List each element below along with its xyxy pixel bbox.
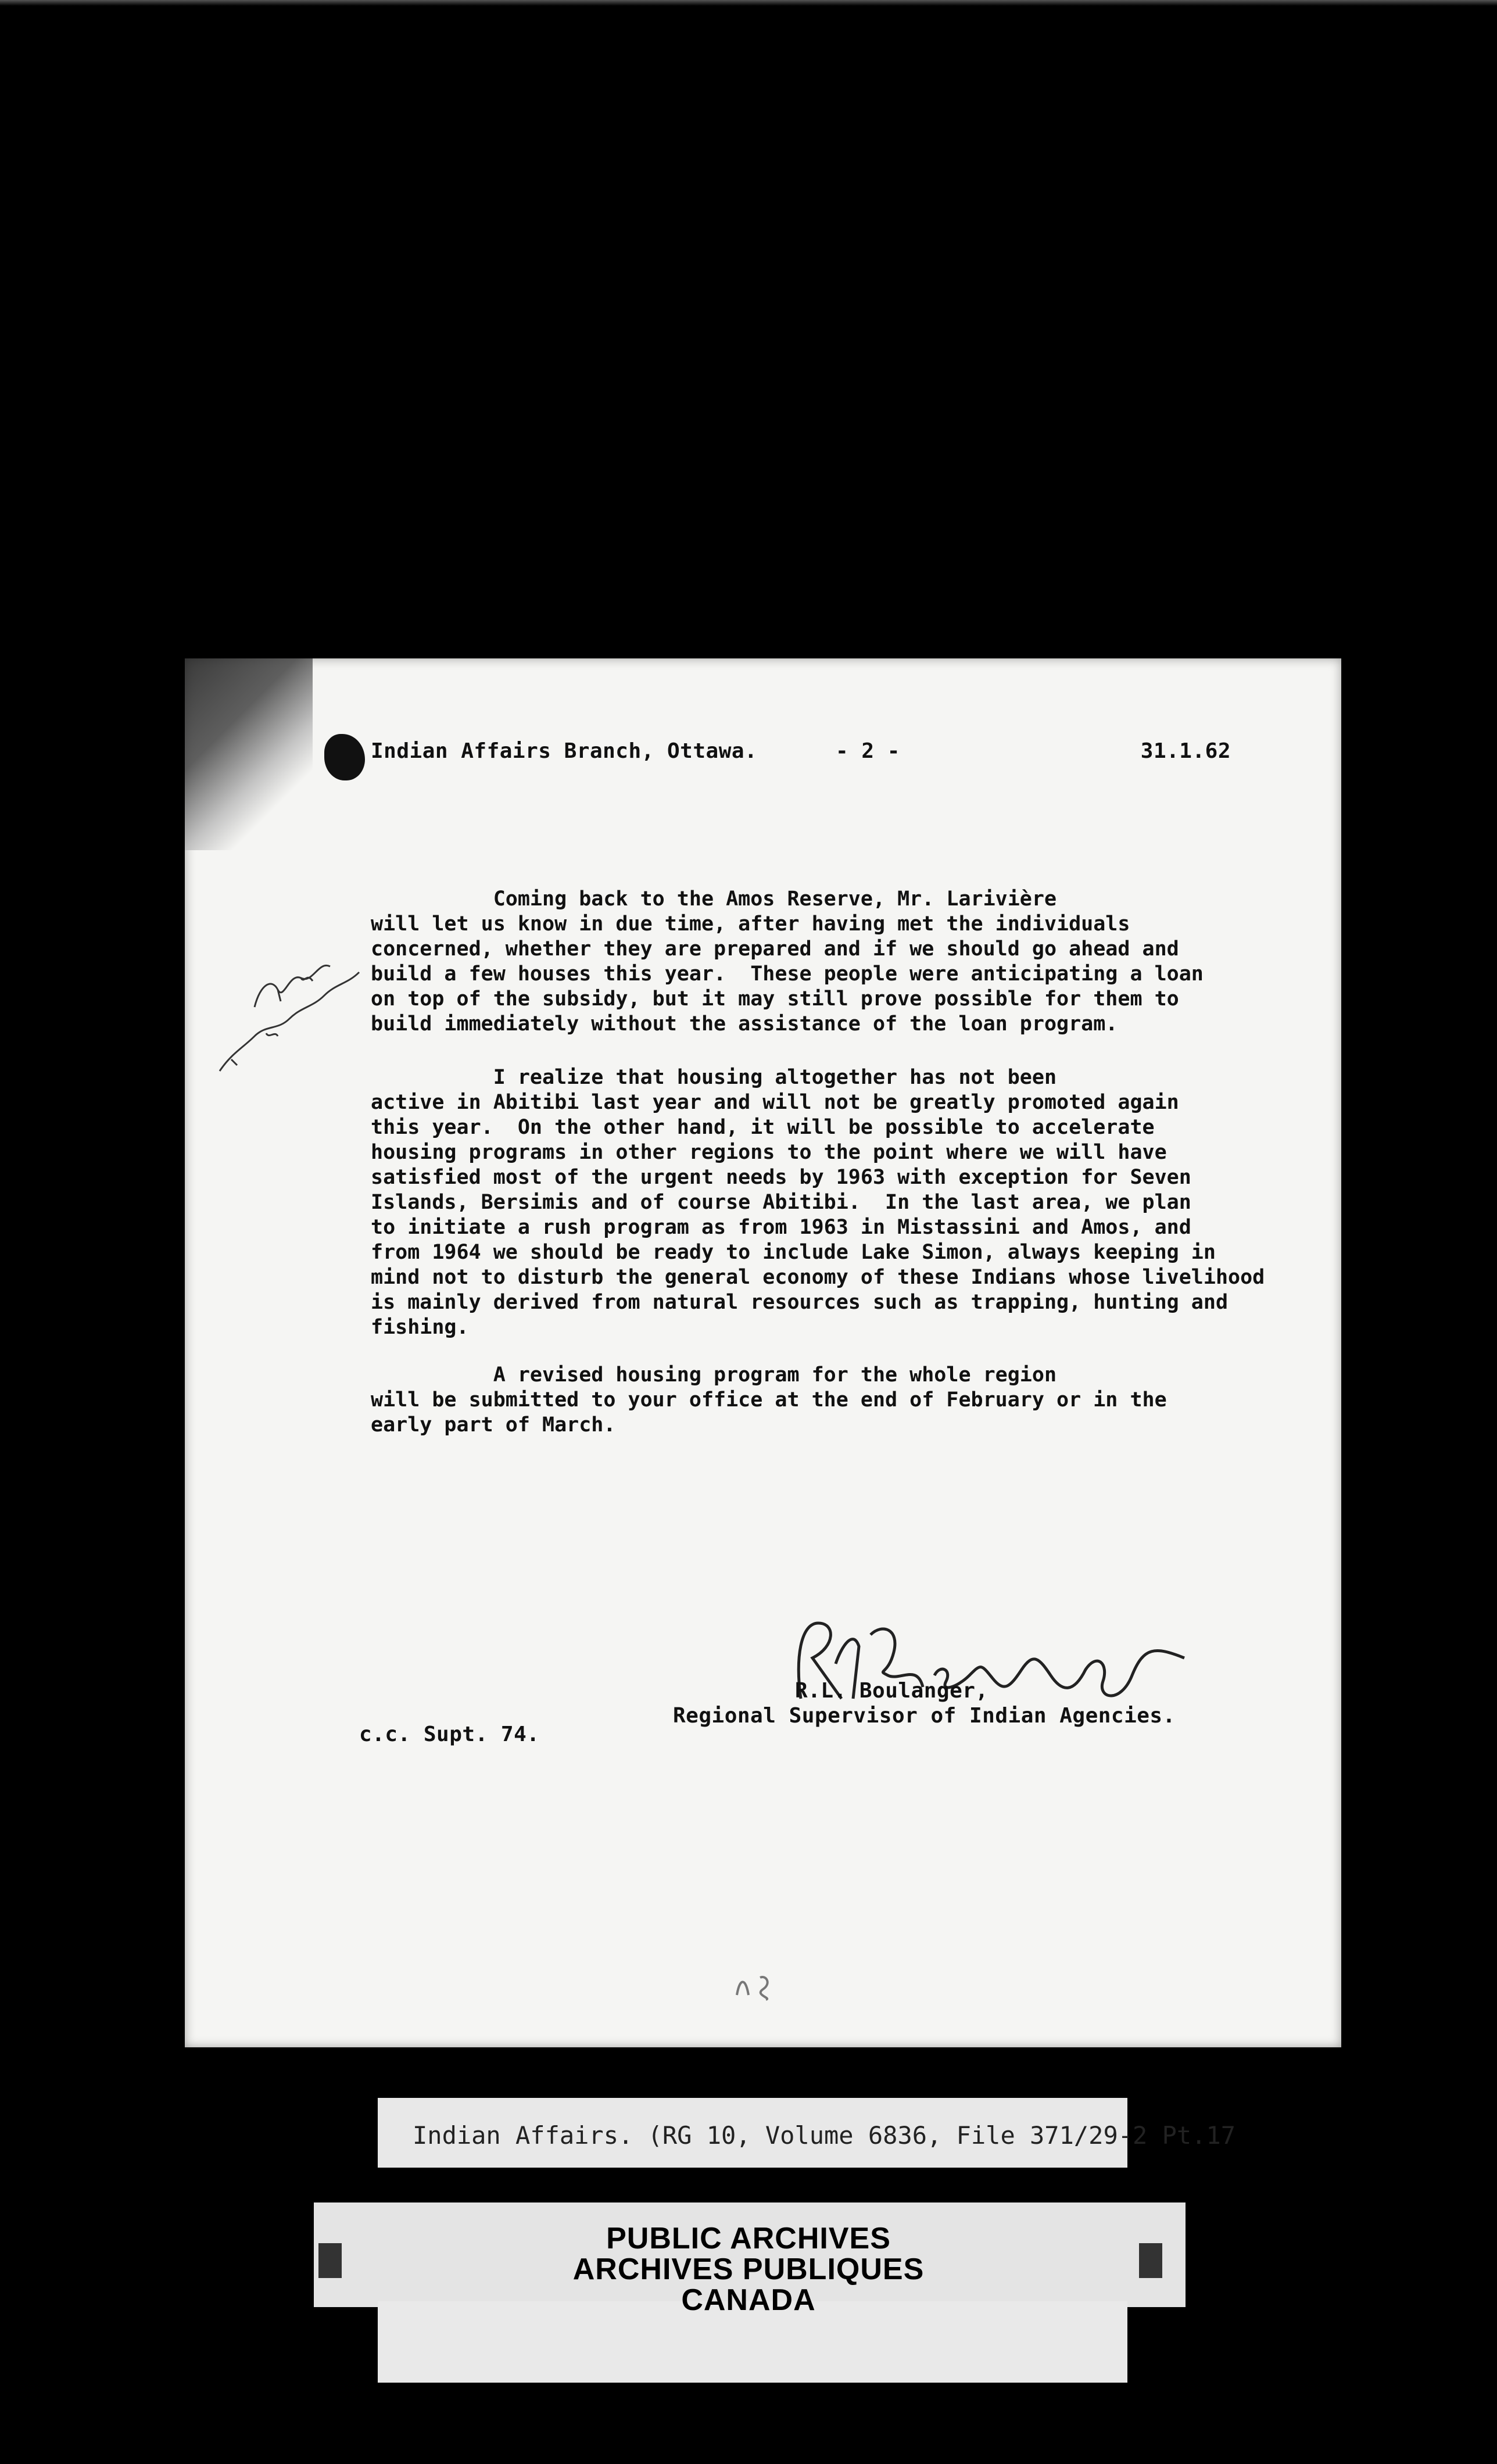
- text-line: Islands, Bersimis and of course Abitibi. In the last area, we plan: [371, 1191, 1191, 1214]
- text-line: A revised housing program for the whole region: [371, 1363, 1057, 1387]
- letter-date: 31.1.62: [1140, 739, 1231, 763]
- paragraph-amos-reserve: [371, 887, 1289, 1037]
- archive-reference: Indian Affairs. (RG 10, Volume 6836, File 371/29-2 Pt.17: [413, 2121, 1236, 2150]
- text-line: I realize that housing altogether has not been: [371, 1066, 1057, 1089]
- header-address: Indian Affairs Branch, Ottawa.: [371, 739, 758, 763]
- folded-corner: [185, 658, 313, 850]
- text-line: is mainly derived from natural resources such as trapping, hunting and: [371, 1291, 1229, 1314]
- text-line: mind not to disturb the general economy of these Indians whose livelihood: [371, 1266, 1265, 1289]
- stamp-line-public-archives: PUBLIC ARCHIVES: [606, 2222, 891, 2255]
- text-line: will let us know in due time, after having met the individuals: [371, 912, 1130, 936]
- ink-blot: [324, 734, 365, 780]
- text-line: build a few houses this year. These people were anticipating a loan: [371, 962, 1204, 986]
- text-line: concerned, whether they are prepared and if we should go ahead and: [371, 937, 1179, 961]
- letter-header: [371, 739, 1231, 768]
- stamp-line-canada: CANADA: [681, 2283, 816, 2317]
- paragraph-housing-abitibi: [371, 1065, 1289, 1340]
- text-line: build immediately without the assistance of the loan program.: [371, 1012, 1118, 1036]
- text-line: to initiate a rush program as from 1963 in Mistassini and Amos, and: [371, 1216, 1191, 1239]
- page-number: - 2 -: [836, 739, 900, 763]
- text-line: this year. On the other hand, it will be possible to accelerate: [371, 1116, 1155, 1139]
- smudge-marks: [731, 1972, 789, 2001]
- text-line: early part of March.: [371, 1413, 616, 1437]
- paragraph-revised-program: [371, 1363, 1289, 1438]
- film-edge: [0, 0, 1497, 6]
- text-line: on top of the subsidy, but it may still prove possible for them to: [371, 987, 1179, 1011]
- text-line: housing programs in other regions to the point where we will have: [371, 1141, 1167, 1164]
- signatory-title: Regional Supervisor of Indian Agencies.: [673, 1704, 1176, 1728]
- text-line: from 1964 we should be ready to include Lake Simon, always keeping in: [371, 1241, 1216, 1264]
- text-line: will be submitted to your office at the end of February or in the: [371, 1388, 1167, 1412]
- stamp-line-archives-publiques: ARCHIVES PUBLIQUES: [572, 2252, 925, 2286]
- carbon-copy-note: c.c. Supt. 74.: [359, 1722, 540, 1746]
- text-line: satisfied most of the urgent needs by 1963 with exception for Seven: [371, 1166, 1191, 1189]
- text-line: Coming back to the Amos Reserve, Mr. Larivière: [371, 887, 1057, 911]
- letter-page: [185, 658, 1341, 2047]
- signatory-name: R.L. Boulanger,: [795, 1679, 989, 1703]
- handwritten-margin-note: [208, 937, 382, 1077]
- text-line: fishing.: [371, 1316, 469, 1339]
- text-line: active in Abitibi last year and will not be greatly promoted again: [371, 1091, 1179, 1114]
